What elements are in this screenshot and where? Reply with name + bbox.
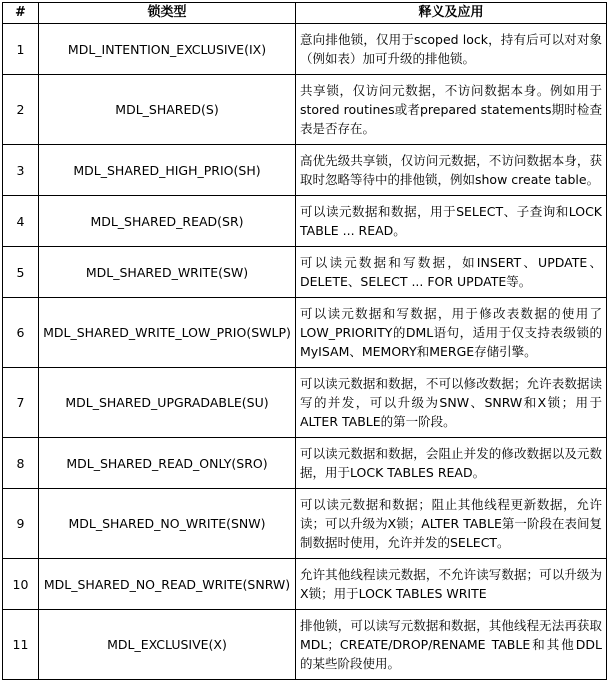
lock-type-cell: MDL_EXCLUSIVE(X) xyxy=(39,610,296,680)
lock-type-cell: MDL_SHARED_READ(SR) xyxy=(39,196,296,247)
row-number-cell: 7 xyxy=(3,368,39,438)
row-number-cell: 2 xyxy=(3,75,39,145)
row-number-cell: 5 xyxy=(3,247,39,298)
table-row xyxy=(3,298,607,368)
header-description: 释义及应用 xyxy=(296,3,607,24)
lock-type-cell: MDL_SHARED(S) xyxy=(39,75,296,145)
description-cell: 可以读元数据和数据，不可以修改数据；允许表数据读写的并发，可以升级为SNW、SNRW和X锁；用于ALTER TABLE的第一阶段。 xyxy=(296,368,607,438)
description-cell: 可以读元数据和写数据，如INSERT、UPDATE、DELETE、SELECT ... FOR UPDATE等。 xyxy=(296,247,607,298)
table-row xyxy=(3,610,607,680)
table-row xyxy=(3,24,607,75)
table-row xyxy=(3,368,607,438)
row-number-cell: 4 xyxy=(3,196,39,247)
header-lock-type: 锁类型 xyxy=(39,3,296,24)
table-row xyxy=(3,438,607,489)
mdl-lock-table xyxy=(2,2,607,680)
lock-type-cell: MDL_INTENTION_EXCLUSIVE(IX) xyxy=(39,24,296,75)
description-cell: 排他锁，可以读写元数据和数据，其他线程无法再获取MDL；CREATE/DROP/RENAME TABLE和其他DDL的某些阶段使用。 xyxy=(296,610,607,680)
description-cell: 允许其他线程读元数据，不允许读写数据；可以升级为X锁；用于LOCK TABLES WRITE xyxy=(296,559,607,610)
header-row xyxy=(3,3,607,24)
lock-type-cell: MDL_SHARED_READ_ONLY(SRO) xyxy=(39,438,296,489)
lock-type-cell: MDL_SHARED_WRITE_LOW_PRIO(SWLP) xyxy=(39,298,296,368)
table-row xyxy=(3,145,607,196)
row-number-cell: 9 xyxy=(3,489,39,559)
lock-table-body xyxy=(3,24,607,680)
table-row xyxy=(3,75,607,145)
lock-type-cell: MDL_SHARED_NO_WRITE(SNW) xyxy=(39,489,296,559)
description-cell: 可以读元数据和写数据，用于修改表数据的使用了LOW_PRIORITY的DML语句，适用于仅支持表级锁的MyISAM、MEMORY和MERGE存储引擎。 xyxy=(296,298,607,368)
description-cell: 可以读元数据和数据；阻止其他线程更新数据，允许读；可以升级为X锁；ALTER TABLE第一阶段在表间复制数据时使用，允许并发的SELECT。 xyxy=(296,489,607,559)
lock-type-cell: MDL_SHARED_UPGRADABLE(SU) xyxy=(39,368,296,438)
table-row xyxy=(3,196,607,247)
lock-type-cell: MDL_SHARED_HIGH_PRIO(SH) xyxy=(39,145,296,196)
row-number-cell: 1 xyxy=(3,24,39,75)
row-number-cell: 11 xyxy=(3,610,39,680)
lock-type-cell: MDL_SHARED_NO_READ_WRITE(SNRW) xyxy=(39,559,296,610)
table-row xyxy=(3,489,607,559)
header-number: # xyxy=(3,3,39,24)
lock-type-cell: MDL_SHARED_WRITE(SW) xyxy=(39,247,296,298)
description-cell: 高优先级共享锁，仅访问元数据，不访问数据本身，获取时忽略等待中的排他锁，例如show create table。 xyxy=(296,145,607,196)
table-row xyxy=(3,247,607,298)
description-cell: 共享锁，仅访问元数据，不访问数据本身。例如用于stored routines或者prepared statements期时检查表是否存在。 xyxy=(296,75,607,145)
table-row xyxy=(3,559,607,610)
row-number-cell: 6 xyxy=(3,298,39,368)
description-cell: 可以读元数据和数据，会阻止并发的修改数据以及元数据，用于LOCK TABLES READ。 xyxy=(296,438,607,489)
row-number-cell: 8 xyxy=(3,438,39,489)
description-cell: 意向排他锁，仅用于scoped lock，持有后可以对对象（例如表）加可升级的排他锁。 xyxy=(296,24,607,75)
row-number-cell: 3 xyxy=(3,145,39,196)
description-cell: 可以读元数据和数据，用于SELECT、子查询和LOCK TABLE ... READ。 xyxy=(296,196,607,247)
row-number-cell: 10 xyxy=(3,559,39,610)
